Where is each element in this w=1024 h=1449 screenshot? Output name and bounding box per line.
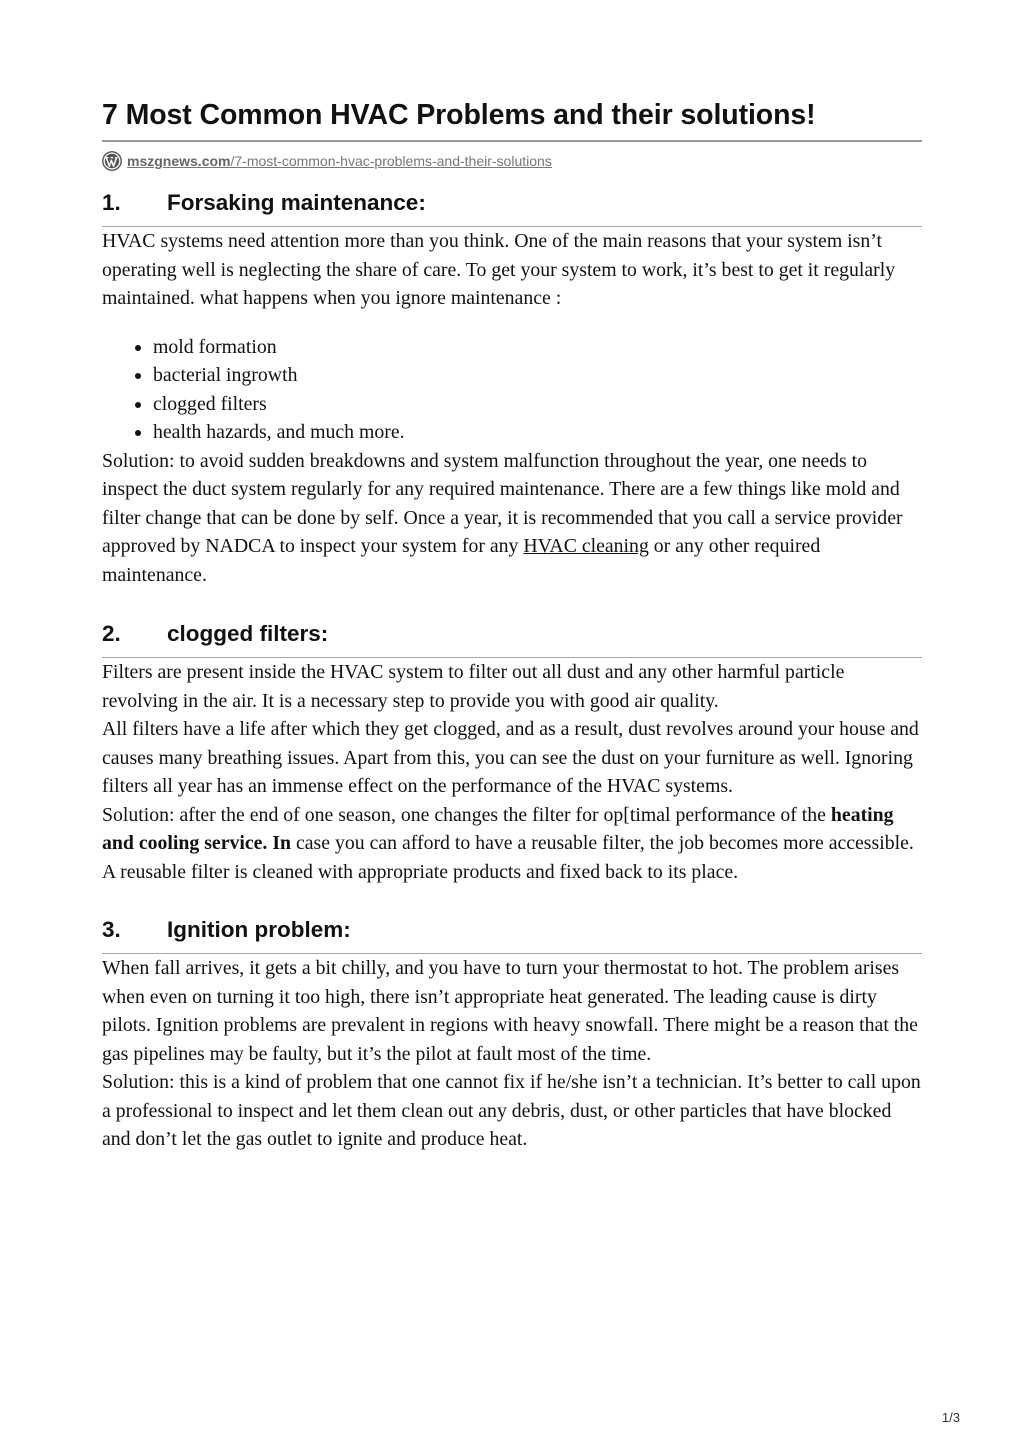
maintenance-bullet-list — [102, 333, 922, 447]
bold-phrase: heating and cooling service. In — [102, 803, 894, 854]
page-number: 1/3 — [941, 1410, 960, 1425]
section-heading-2 — [102, 619, 922, 658]
section-heading-1 — [102, 188, 922, 227]
section-1-solution — [102, 447, 922, 590]
section-title: Ignition problem: — [167, 917, 351, 942]
source-domain: mszgnews.com — [127, 153, 231, 169]
page-title: 7 Most Common HVAC Problems and their solutions! — [102, 96, 922, 142]
source-path: /7-most-common-hvac-problems-and-their-solutions — [230, 153, 552, 169]
solution-text-end: or any other required maintenance. — [102, 535, 821, 586]
section-2-solution — [102, 801, 922, 887]
section-2-paragraph-2: All filters have a life after which they get clogged, and as a result, dust revolves around your house and causes many breathing issues. Apart from this, you can see the dust on your furniture as well. Ignoring filters all year has an immense effect on the performance of the HVAC systems. — [102, 718, 919, 797]
section-title: clogged filters: — [167, 621, 329, 646]
list-item: • clogged filters — [153, 390, 922, 419]
list-item: • health hazards, and much more. — [153, 418, 922, 447]
solution-text: Solution: to avoid sudden breakdowns and system malfunction throughout the year, one needs to inspect the duct system regularly for any required maintenance. There are a few things like mold and filter change that can be done by self. Once a year, it is recommended that you call a service provider approved by NADCA to inspect your system for any — [102, 449, 903, 557]
wordpress-icon — [102, 151, 122, 171]
section-heading-3 — [102, 915, 922, 954]
section-2-paragraph-1: Filters are present inside the HVAC system to filter out all dust and any other harmful particle revolving in the air. It is a necessary step to provide you with good air quality. — [102, 661, 845, 712]
solution-text-end: case you can afford to have a reusable filter, the job becomes more accessible. A reusable filter is cleaned with appropriate products and fixed back to its place. — [102, 832, 914, 883]
section-number: 2. — [102, 621, 121, 646]
section-number: 1. — [102, 190, 121, 215]
section-3-solution: Solution: this is a kind of problem that one cannot fix if he/she isn’t a technician. It’s better to call upon a professional to inspect and let them clean out any debris, dust, or other particles that have blocked and don’t let the gas outlet to ignite and produce heat. — [102, 1071, 921, 1150]
section-3-paragraph-1: When fall arrives, it gets a bit chilly, and you have to turn your thermostat to hot. The problem arises when even on turning it too high, there isn’t appropriate heat generated. The leading cause is dirty pilots. Ignition problems are prevalent in regions with heavy snowfall. There might be a reason that the gas pipelines may be faulty, but it’s the pilot at fault most of the time. — [102, 957, 918, 1065]
section-title: Forsaking maintenance: — [167, 190, 426, 215]
hvac-cleaning-link[interactable]: HVAC cleaning — [523, 535, 649, 557]
article — [102, 96, 922, 1154]
source-link[interactable] — [127, 153, 552, 169]
section-1-intro: HVAC systems need attention more than you think. One of the main reasons that your system isn’t operating well is neglecting the share of care. To get your system to work, it’s best to get it regularly maintained. what happens when you ignore maintenance : — [102, 230, 896, 309]
source-line — [102, 149, 922, 173]
list-item: • bacterial ingrowth — [153, 361, 922, 390]
solution-text: Solution: after the end of one season, one changes the filter for op[timal performance of the — [102, 803, 831, 826]
list-item: • mold formation — [153, 333, 922, 362]
section-number: 3. — [102, 917, 121, 942]
